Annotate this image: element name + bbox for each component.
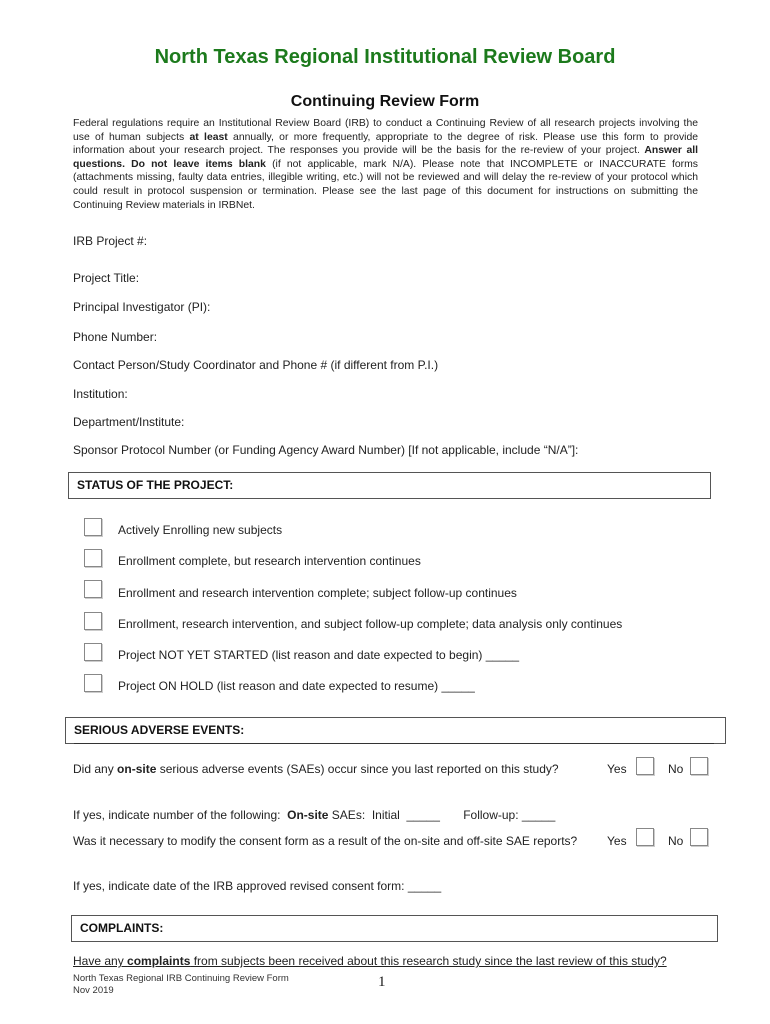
status-checkbox-4[interactable] <box>84 643 102 661</box>
intro-bold-2: Answer all questions. Do not leave items blank <box>73 145 698 170</box>
org-title: North Texas Regional Institutional Review Board <box>154 46 616 68</box>
sponsor-field[interactable]: Sponsor Protocol Number (or Funding Agency Award Number) [If not applicable, include “N/A”]: <box>73 443 579 457</box>
status-option-2: Enrollment and research intervention complete; subject follow-up continues <box>118 586 517 600</box>
institution-field[interactable]: Institution: <box>73 387 128 401</box>
status-checkbox-2[interactable] <box>84 580 102 598</box>
status-checkbox-5[interactable] <box>84 674 102 692</box>
status-checkbox-3[interactable] <box>84 612 102 630</box>
contact-field[interactable]: Contact Person/Study Coordinator and Phone # (if different from P.I.) <box>73 358 439 372</box>
status-option-1: Enrollment complete, but research intervention continues <box>118 554 421 568</box>
sae-q1-no-label: No <box>668 762 684 776</box>
sae-q3-yes-checkbox[interactable] <box>636 828 654 846</box>
status-checkbox-1[interactable] <box>84 549 102 567</box>
department-field[interactable]: Department/Institute: <box>73 415 185 429</box>
intro-paragraph <box>73 117 698 212</box>
sae-heading: SERIOUS ADVERSE EVENTS: <box>65 717 726 744</box>
status-option-3: Enrollment, research intervention, and subject follow-up complete; data analysis only continues <box>118 617 623 631</box>
sae-question-2: If yes, indicate number of the following: On-site SAEs: Initial _____ Follow-up: _____ <box>73 808 556 822</box>
intro-bold-1: at least <box>189 131 228 143</box>
pi-field[interactable]: Principal Investigator (PI): <box>73 300 211 314</box>
sae-question-3: Was it necessary to modify the consent form as a result of the on-site and off-site SAE reports? <box>73 834 578 848</box>
footer-form-name: North Texas Regional IRB Continuing Review Form <box>73 973 289 984</box>
sae-q1-yes-checkbox[interactable] <box>636 757 654 775</box>
status-checkbox-0[interactable] <box>84 518 102 536</box>
status-heading: STATUS OF THE PROJECT: <box>68 472 711 499</box>
page-number: 1 <box>378 974 386 990</box>
form-title: Continuing Review Form <box>290 93 480 110</box>
footer-date: Nov 2019 <box>73 985 114 996</box>
irb-project-field[interactable]: IRB Project #: <box>73 234 148 248</box>
status-option-5: Project ON HOLD (list reason and date expected to resume) _____ <box>118 679 475 693</box>
sae-q3-no-label: No <box>668 834 684 848</box>
sae-question-1: Did any on-site serious adverse events (SAEs) occur since you last reported on this study? <box>73 762 559 776</box>
intro-text-3: (if not applicable, mark N/A). Please note that INCOMPLETE or INACCURATE forms (attachments missing, faulty data entries, illegible writing, etc.) will not be reviewed and will delay the re-review of your protocol which could result in protocol suspension or termination. Please see the last page of this document for instructions on submitting the Continuing Review materials in IRBNet. <box>73 158 698 211</box>
complaints-question: Have any complaints from subjects been received about this research study since the last review of this study? <box>73 954 667 968</box>
complaints-heading: COMPLAINTS: <box>71 915 718 942</box>
sae-q3-yes-label: Yes <box>607 834 627 848</box>
sae-q1-no-checkbox[interactable] <box>690 757 708 775</box>
status-option-4: Project NOT YET STARTED (list reason and date expected to begin) _____ <box>118 648 520 662</box>
intro-text-2: annually, or more frequently, appropriate to the degree of risk. Please use this form to provide information about your research project. The responses you provide will be the basis for the re-review of your project. <box>73 131 699 157</box>
sae-q3-no-checkbox[interactable] <box>690 828 708 846</box>
sae-q1-yes-label: Yes <box>607 762 627 776</box>
status-option-0: Actively Enrolling new subjects <box>118 523 283 537</box>
phone-field[interactable]: Phone Number: <box>73 330 158 344</box>
intro-text-1: Federal regulations require an Institutional Review Board (IRB) to conduct a Continuing Review of all research projects involving the use of human subjects <box>73 118 698 143</box>
project-title-field[interactable]: Project Title: <box>73 271 140 285</box>
sae-question-4: If yes, indicate date of the IRB approved revised consent form: _____ <box>73 879 442 893</box>
